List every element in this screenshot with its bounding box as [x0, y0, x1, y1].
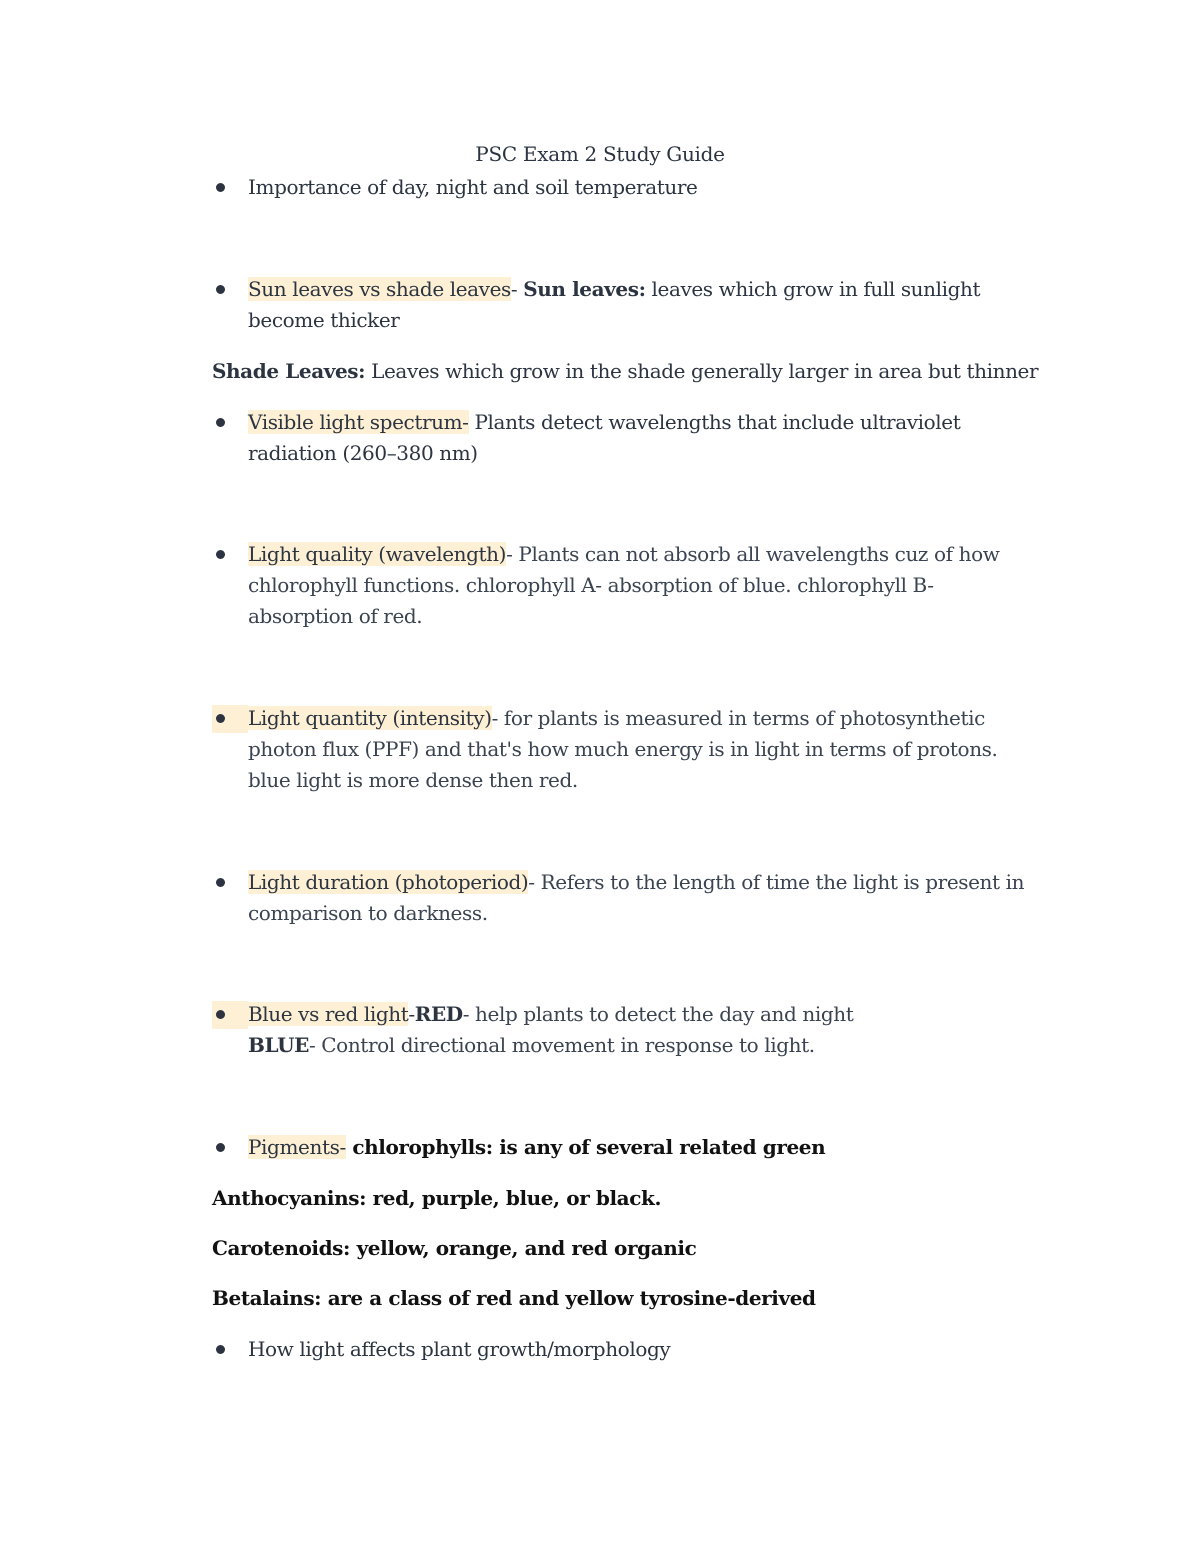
definition-text: - Refers to the length of time the light is present in comparison to darkness.	[248, 870, 1025, 925]
list-item-text: Importance of day, night and soil temperature	[248, 175, 698, 199]
definition-text: chlorophylls: is any of several related green	[345, 1135, 826, 1159]
definition-text: - for plants is measured in terms of photosynthetic photon flux (PPF) and that's how much energy is in light in terms of protons. blue light is more dense then red.	[248, 706, 998, 792]
list-item-text: How light affects plant growth/morphology	[248, 1337, 671, 1361]
list-item-temperature	[212, 172, 1042, 203]
definition-text: - Plants can not absorb all wavelengths cuz of how chlorophyll functions. chlorophyll A- absorption of blue. chlorophyll B- absorption of red.	[248, 542, 1000, 628]
highlighted-term: Light quality (wavelength)	[248, 542, 507, 566]
red-label: RED	[414, 1002, 463, 1026]
anthocyanins-paragraph: Anthocyanins: red, purple, blue, or black.	[212, 1186, 662, 1210]
definition-text: Plants detect wavelengths that include ultraviolet radiation (260–380 nm)	[248, 410, 961, 465]
bullet-icon	[216, 285, 225, 294]
highlighted-term: Light quantity (intensity)	[248, 706, 492, 730]
highlighted-term: Pigments-	[248, 1135, 346, 1159]
shade-leaves-paragraph	[212, 356, 1042, 387]
list-item-light-quality	[212, 539, 1042, 632]
bullet-icon	[216, 1143, 225, 1152]
blue-definition: - Control directional movement in response to light.	[308, 1033, 815, 1057]
bullet-icon	[216, 418, 225, 427]
term-label: Sun leaves:	[523, 277, 646, 301]
blue-label: BLUE	[248, 1033, 309, 1057]
list-item-pigments	[212, 1132, 1042, 1163]
list-item-sun-leaves: Sun leaves vs shade leaves- Sun leaves: leaves which grow in full sunlight become thicker	[212, 274, 1042, 336]
list-item-blue-vs-red: Blue vs red light-RED- help plants to detect the day and night BLUE- Control directional movement in response to light.	[212, 999, 1042, 1061]
list-item-light-quantity	[212, 703, 1042, 796]
term-label: Shade Leaves:	[212, 359, 366, 383]
definition-text: Leaves which grow in the shade generally larger in area but thinner	[365, 359, 1039, 383]
bullet-icon	[216, 183, 225, 192]
carotenoids-paragraph: Carotenoids: yellow, orange, and red organic	[212, 1236, 697, 1260]
list-item-light-duration	[212, 867, 1042, 929]
highlighted-term: Visible light spectrum-	[248, 410, 469, 434]
page-title: PSC Exam 2 Study Guide	[475, 142, 725, 166]
definition-text: leaves which grow in full sunlight become thicker	[248, 277, 981, 332]
betalains-paragraph: Betalains: are a class of red and yellow tyrosine-derived	[212, 1286, 816, 1310]
highlighted-term: Blue vs red light	[248, 1002, 409, 1026]
bullet-icon	[216, 878, 225, 887]
bullet-icon	[216, 550, 225, 559]
highlighted-term: Light duration (photoperiod)	[248, 870, 529, 894]
red-definition: - help plants to detect the day and night	[462, 1002, 854, 1026]
list-item-visible-spectrum	[212, 407, 1042, 469]
bullet-icon	[216, 1345, 225, 1354]
highlighted-term: Sun leaves vs shade leaves	[248, 277, 511, 301]
list-item-growth	[212, 1334, 1042, 1365]
